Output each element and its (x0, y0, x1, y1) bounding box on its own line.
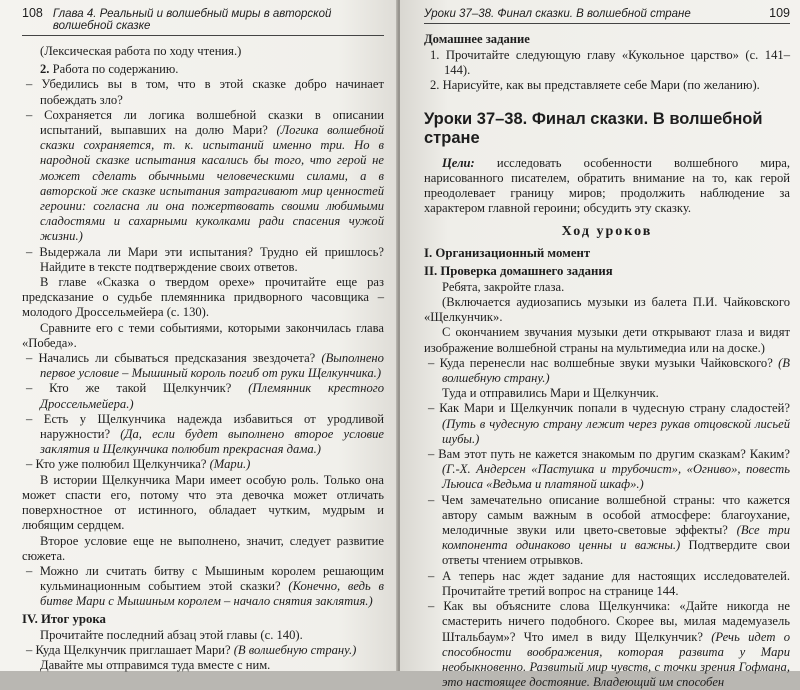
homework-item-1: 1. Прочитайте следующую главу «Кукольное царство» (с. 141–144). (430, 48, 790, 78)
question-text: Как Мари и Щелкунчик попали в чудесную страну сладостей? (439, 401, 790, 416)
goals-label: Цели: (442, 155, 475, 170)
left-paragraph (22, 457, 384, 472)
left-paragraph (22, 62, 384, 77)
left-paragraph: (Лексическая работа по ходу чтения.) (40, 44, 242, 58)
left-page-number: 108 (22, 6, 43, 20)
answer-text: (Путь в чудесную страну лежит через рукав отцовской лисьей шубы.) (442, 416, 790, 446)
answer-text: (Да, если будет выполнено второе условие заклятия и Щелкунчика полюбит прекрасная дама.) (40, 427, 385, 457)
question-text: Можно ли считать битву с Мышиным королем решающим кульминационным событием этой сказки? (39, 563, 384, 594)
right-paragraph: Туда и отправились Мари и Щелкунчик. (442, 386, 659, 401)
lesson-flow-heading: Ход уроков (561, 224, 653, 240)
answer-text: (В волшебную страну.) (442, 355, 790, 386)
right-paragraph (424, 401, 790, 447)
question-text: Вам этот путь не кажется знакомым по другим сказкам? Каким? (438, 447, 790, 462)
answer-text: (В волшебную страну.) (233, 642, 357, 657)
answer-text: (Мари.) (209, 457, 251, 472)
answer-text: (Г.-Х. Андерсен «Пастушка и трубочист», «Огниво», повесть Льюиса «Ведьма и платяной шкаф».) (442, 462, 790, 492)
question-text: Чем замечательно описание волшебной страны: что кажется автору самым важным в особой атмосфере: благоухание, мелодичные звуки или цвето-световые эффекты? (441, 492, 790, 538)
homework-title: Домашнее задание (424, 32, 530, 46)
right-header-title: Уроки 37–38. Финал сказки. В волшебной стране (424, 8, 691, 20)
question-text: Есть у Щелкунчика надежда избавиться от уродливой наружности? (40, 411, 385, 442)
question-text: Сохраняется ли логика волшебной сказки в описании испытаний, выпавших на долю Мари? (40, 107, 384, 138)
left-paragraph: – Выдержала ли Мари эти испытания? Трудно ей пришлось? Найдите в тексте подтверждение своих ответов. (22, 245, 384, 275)
right-paragraph (424, 356, 790, 386)
right-page-header (424, 2, 790, 24)
left-paragraph (22, 108, 384, 245)
question-text: Подтвердите свои ответы чтением отрывков. (442, 538, 790, 568)
lesson-title: Уроки 37–38. Финал сказки. В волшебной стране (424, 109, 763, 147)
question-text: Работа по содержанию. (49, 62, 179, 77)
lesson-goals (424, 156, 790, 217)
question-text: Как вы объясните слова Щелкунчика: «Дайте никогда не смастерить ничего подобного. Скорее вы, милая мадемуазель Штальбаум»? Что имел в виду Щелкунчик? (442, 599, 790, 644)
answer-text: (Все три компонента одинаково ценны и важны.) (442, 523, 790, 553)
left-header-title: Глава 4. Реальный и волшебный миры в авторской волшебной сказке (52, 8, 332, 32)
left-paragraph: Давайте мы отправимся туда вместе с ним. (40, 658, 271, 673)
right-paragraph: – А теперь нас ждет задание для настоящих исследователей. Прочитайте третий вопрос на странице 144. (424, 569, 790, 599)
left-paragraph (22, 381, 384, 411)
right-paragraph: I. Организационный момент (424, 246, 591, 261)
question-text: Кто уже полюбил Щелкунчика? (35, 457, 210, 472)
left-page-header (22, 2, 384, 36)
answer-text: (Конечно, ведь в битве Мари с Мышиным королем – начало снятия заклятия.) (40, 579, 384, 609)
left-paragraph (22, 564, 384, 610)
answer-text: (Племянник крестного Дроссельмейера.) (40, 381, 385, 411)
right-page-number: 109 (769, 6, 790, 20)
homework-item-2: 2. Нарисуйте, как вы представляете себе Мари (по желанию). (430, 78, 760, 93)
left-paragraph: Второе условие еще не выполнено, значит, следует развитие сюжета. (22, 533, 384, 563)
right-paragraph: С окончанием звучания музыки дети открывают глаза и видят изображение волшебной страны на мультимедиа или на доске.) (424, 325, 790, 355)
question-text: Куда перенесли нас волшебные звуки музыки Чайковского? (439, 355, 779, 370)
right-paragraph (424, 447, 790, 493)
answer-text: (Речь идет о способности воображения, которая развита у Мари необыкновенно. Развитый мир чувств, с точки зрения Гофмана, это настоящее достояние. Владеющий им способен (442, 629, 790, 690)
goals-text: исследовать особенности волшебного мира, нарисованного писателем, обратить внимание на то, как герой преодолевает границу миров; продолжить наблюдение за характером главной героини; обсудить эту сказку. (424, 155, 790, 216)
right-page (400, 0, 800, 690)
right-paragraph: II. Проверка домашнего задания (424, 263, 613, 278)
left-paragraph (22, 412, 384, 458)
left-paragraph: – Убедились вы в том, что в этой сказке добро начинает побеждать зло? (22, 77, 384, 107)
answer-text: (Выполнено первое условие – Мышиный король погиб от руки Щелкунчика.) (40, 351, 384, 381)
answer-text: (Логика волшебной сказки сохраняется, т. к. испытаний именно три. Но в народной сказке испытания касались бы того, что герой не может сделать обычными человеческими силами, а в авторской же сказке испытания затрагивают мир ценностей героини: согласна ли она пожертвовать своими любимыми сладостями и сахарными куколками ради спасения чужой жизни.) (40, 123, 385, 244)
left-paragraph: В главе «Сказка о твердом орехе» прочитайте еще раз предсказание о судьбе племянника придворного часовщика – молодого Дроссельмейера (с. 130). (22, 275, 384, 320)
question-text: Куда Щелкунчик приглашает Мари? (35, 642, 234, 657)
right-paragraph (424, 493, 790, 569)
left-paragraph: Прочитайте последний абзац этой главы (с. 140). (40, 627, 303, 642)
right-paragraph: (Включается аудиозапись музыки из балета П.И. Чайковского «Щелкунчик». (424, 295, 790, 325)
left-page-body (22, 44, 384, 673)
right-page-body (424, 246, 790, 690)
left-paragraph: IV. Итог урока (22, 611, 106, 626)
question-text: Начались ли сбываться предсказания звездочета? (38, 351, 322, 366)
question-text: Кто же такой Щелкунчик? (49, 381, 249, 396)
left-page (0, 0, 398, 671)
left-paragraph: В истории Щелкунчика Мари имеет особую роль. Только она может спасти его, потому что эта девочка может отличать поверхностное от истинного, обладает чутким, мудрым и любящим сердцем. (22, 472, 384, 533)
right-paragraph (424, 599, 790, 690)
left-paragraph (22, 351, 384, 381)
left-paragraph (22, 643, 384, 658)
right-paragraph: Ребята, закройте глаза. (442, 279, 565, 294)
left-paragraph: Сравните его с теми событиями, которыми закончилась глава «Победа». (22, 320, 384, 350)
question-text: 2. (40, 62, 50, 77)
